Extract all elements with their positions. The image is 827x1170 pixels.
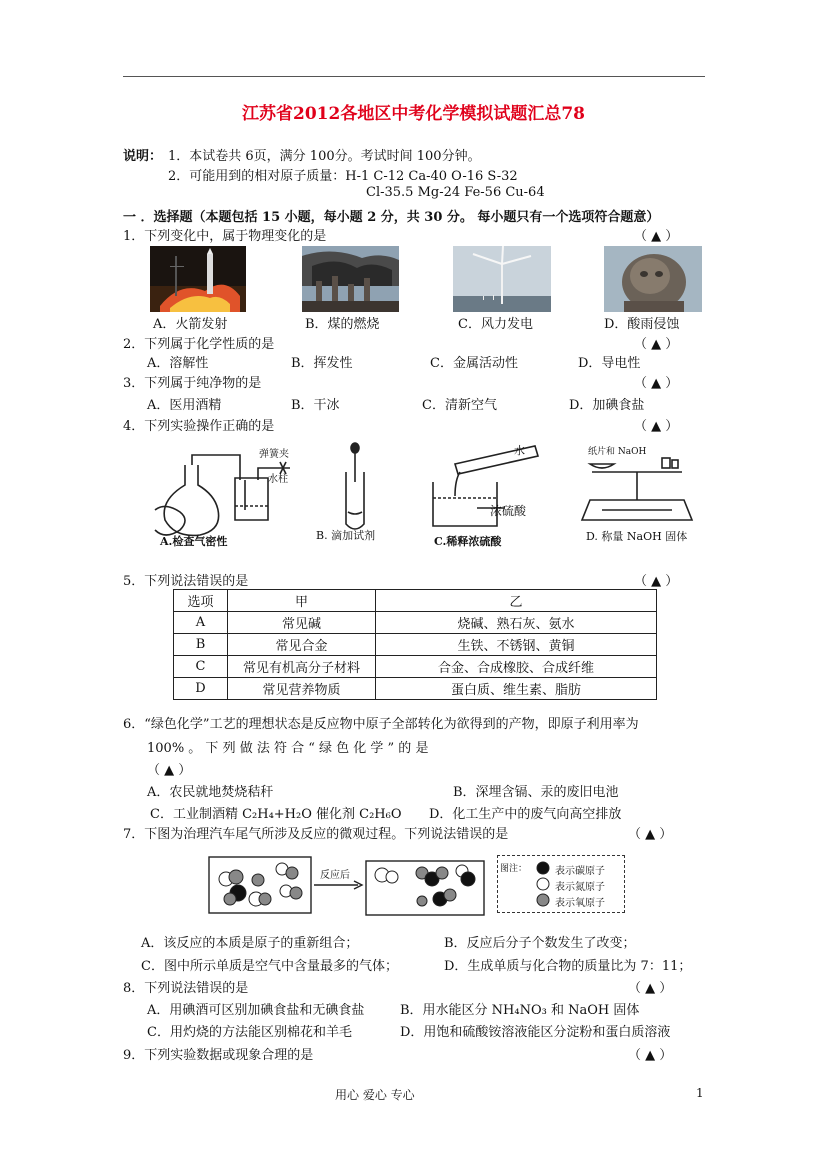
nitrogen-atom-marker — [537, 878, 549, 890]
q8-stem: 8．下列说法错误的是 — [123, 981, 249, 996]
q4-caption-d: D. 称量 NaOH 固体 — [586, 530, 688, 543]
q9-answer-mark: （ ▲ ） — [628, 1048, 673, 1063]
legend-markers — [535, 860, 551, 910]
table-cell: 烧碱、熟石灰、氨水 — [376, 612, 657, 634]
label-paper-naoh: 纸片和 NaOH — [588, 447, 647, 457]
q5-answer-mark: （ ▲ ） — [634, 574, 679, 589]
q2-option-c: C．金属活动性 — [430, 356, 518, 371]
page-title: 江苏省2012各地区中考化学模拟试题汇总78 — [242, 104, 585, 124]
q2-answer-mark: （ ▲ ） — [634, 337, 679, 352]
q3-answer-mark: （ ▲ ） — [634, 376, 679, 391]
q4-caption-c: C.稀释浓硫酸 — [434, 535, 502, 548]
q7-option-b: B．反应后分子个数发生了改变； — [444, 936, 636, 951]
q1-option-c: C．风力发电 — [458, 317, 533, 332]
reaction-micro-diagram — [208, 855, 486, 917]
q7-option-d: D．生成单质与化合物的质量比为 7：11； — [444, 959, 692, 974]
intro-line2: 2．可能用到的相对原子质量：H-1 C-12 Ca-40 O-16 S-32 — [168, 169, 518, 184]
q7-option-a: A．该反应的本质是原子的重新组合； — [141, 936, 359, 951]
q8-option-d: D．用饱和硫酸铵溶液能区分淀粉和蛋白质溶液 — [400, 1025, 671, 1040]
q8-option-b: B．用水能区分 NH₄NO₃ 和 NaOH 固体 — [400, 1003, 640, 1018]
q6-option-b: B．深埋含镉、汞的废旧电池 — [453, 785, 619, 800]
q7-stem: 7．下图为治理汽车尾气所涉及反应的微观过程。下列说法错误的是 — [123, 827, 509, 842]
q7-option-c: C．图中所示单质是空气中含量最多的气体； — [141, 959, 398, 974]
q6-line1: 6．“绿色化学”工艺的理想状态是反应物中原子全部转化为欲得到的产物，即原子利用率为 — [123, 717, 639, 732]
balance-diagram — [562, 450, 712, 528]
table-cell: 常见营养物质 — [228, 678, 376, 700]
label-spring-clip: 弹簧夹 — [259, 449, 289, 460]
q5-table — [173, 589, 657, 700]
legend-carbon: 表示碳原子 — [555, 866, 605, 877]
q6-answer-mark: （ ▲ ） — [147, 763, 192, 778]
table-row — [174, 678, 657, 700]
q3-option-a: A．医用酒精 — [147, 398, 222, 413]
table-cell: 生铁、不锈钢、黄铜 — [376, 634, 657, 656]
table-cell: 常见碱 — [228, 612, 376, 634]
table-header-cell: 选项 — [174, 590, 228, 612]
q3-stem: 3．下列属于纯净物的是 — [123, 376, 262, 391]
q4-answer-mark: （ ▲ ） — [634, 419, 679, 434]
acid-rain-statue-image — [604, 246, 702, 312]
q3-option-d: D．加碘食盐 — [569, 398, 645, 413]
table-cell: 常见有机高分子材料 — [228, 656, 376, 678]
table-cell: B — [174, 634, 228, 656]
label-water: 水 — [514, 444, 525, 457]
legend-nitrogen: 表示氮原子 — [555, 882, 605, 893]
q8-answer-mark: （ ▲ ） — [628, 981, 673, 996]
table-header-cell: 甲 — [228, 590, 376, 612]
intro-line1: 1．本试卷共 6页，满分 100分。考试时间 100分钟。 — [168, 149, 481, 164]
dropper-diagram — [340, 442, 370, 532]
oxygen-atom-marker — [537, 894, 549, 906]
q6-option-a: A．农民就地焚烧秸秆 — [147, 785, 274, 800]
q6-option-c: C．工业制酒精 C₂H₄+H₂O 催化剂 C₂H₆O — [150, 807, 402, 822]
label-conc-sulfuric-acid: 浓硫酸 — [490, 504, 527, 518]
header-rule — [123, 76, 705, 77]
table-cell: C — [174, 656, 228, 678]
q4-caption-a: A.检查气密性 — [160, 535, 228, 548]
wind-power-image — [453, 246, 551, 312]
legend-oxygen: 表示氧原子 — [555, 898, 605, 909]
table-cell: D — [174, 678, 228, 700]
table-header-row — [174, 590, 657, 612]
table-cell: A — [174, 612, 228, 634]
footer-text: 用心 爱心 专心 — [335, 1088, 415, 1102]
table-row — [174, 656, 657, 678]
page-number: 1 — [696, 1086, 704, 1100]
rocket-launch-image — [150, 246, 246, 312]
q5-stem: 5．下列说法错误的是 — [123, 574, 249, 589]
table-header-cell: 乙 — [376, 590, 657, 612]
carbon-atom-marker — [537, 862, 549, 874]
q2-option-a: A．溶解性 — [147, 356, 209, 371]
section-heading: 一 ．选择题（本题包括 15 小题，每小题 2 分，共 30 分。 每小题只有一个选项符合题意） — [123, 210, 660, 225]
coal-burning-image — [302, 246, 399, 312]
q3-option-c: C．清新空气 — [422, 398, 497, 413]
q6-line2: 100% 。 下 列 做 法 符 合 “ 绿 色 化 学 ” 的 是 — [147, 741, 429, 756]
q8-option-c: C．用灼烧的方法能区别棉花和羊毛 — [147, 1025, 352, 1040]
q1-answer-mark: （ ▲ ） — [634, 229, 679, 244]
table-cell: 合金、合成橡胶、合成纤维 — [376, 656, 657, 678]
q9-stem: 9．下列实验数据或现象合理的是 — [123, 1048, 314, 1063]
q8-option-a: A．用碘酒可区别加碘食盐和无碘食盐 — [147, 1003, 365, 1018]
q2-option-d: D．导电性 — [578, 356, 641, 371]
label-water-column: 水柱 — [268, 474, 288, 485]
table-cell: 蛋白质、维生素、脂肪 — [376, 678, 657, 700]
q3-option-b: B．干冰 — [291, 398, 340, 413]
q1-option-d: D．酸雨侵蚀 — [604, 317, 680, 332]
table-row — [174, 612, 657, 634]
q1-option-b: B．煤的燃烧 — [305, 317, 380, 332]
q1-option-a: A．火箭发射 — [153, 317, 228, 332]
table-row — [174, 634, 657, 656]
table-cell: 常见合金 — [228, 634, 376, 656]
dilute-acid-diagram — [425, 440, 545, 532]
q2-option-b: B．挥发性 — [291, 356, 353, 371]
intro-line3: Cl-35.5 Mg-24 Fe-56 Cu-64 — [366, 185, 545, 200]
legend-title: 图注： — [500, 864, 528, 874]
reaction-arrow-label: 反应后 — [320, 870, 350, 881]
intro-label: 说明： — [123, 149, 163, 164]
q7-answer-mark: （ ▲ ） — [628, 827, 673, 842]
q4-stem: 4．下列实验操作正确的是 — [123, 419, 275, 434]
q1-stem: 1．下列变化中，属于物理变化的是 — [123, 229, 327, 244]
q2-stem: 2．下列属于化学性质的是 — [123, 337, 275, 352]
q6-option-d: D．化工生产中的废气向高空排放 — [429, 807, 622, 822]
q4-caption-b: B. 滴加试剂 — [316, 529, 376, 542]
